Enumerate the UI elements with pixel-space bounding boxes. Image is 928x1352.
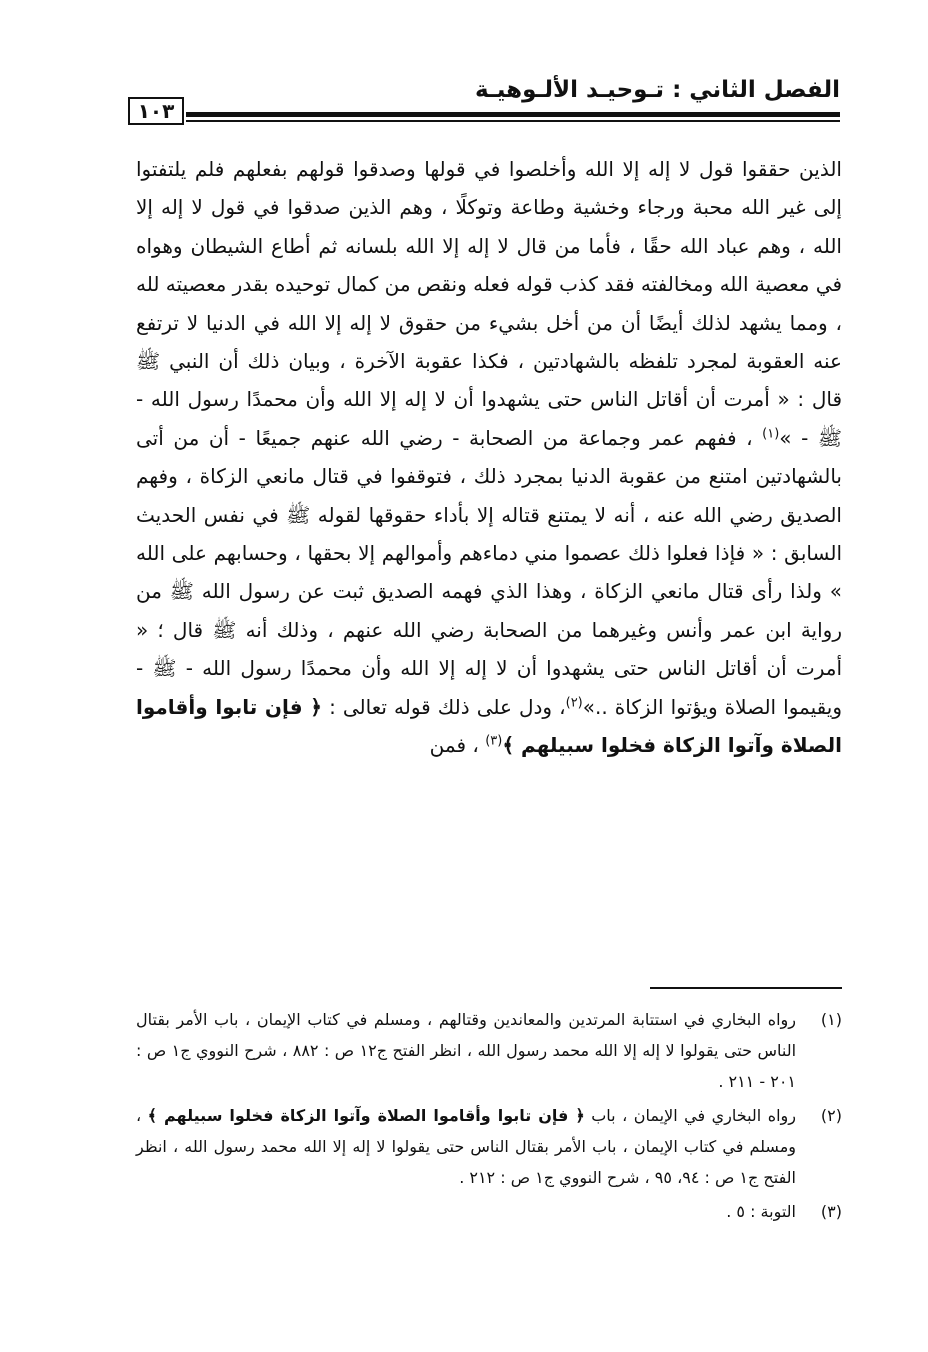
footnote-text-part: رواه البخاري في الإيمان ، باب xyxy=(584,1106,796,1125)
footnote-text: التوبة : ٥ . xyxy=(726,1202,796,1221)
footnote-number: (٢) xyxy=(820,1106,842,1125)
body-text xyxy=(136,150,842,765)
footnote-ref-2: (٢) xyxy=(565,695,583,711)
body-segment: ، فمن xyxy=(429,733,486,758)
footnote-text-part: ، ومسلم في كتاب الإيمان ، باب الأمر بقتال الناس حتى يقولوا لا إله إلا الله محمد رسول الله ، انظر الفتح ج١ ص : ٩٤، ٩٥ ، شرح النووي ج١ ص : ٢١٢ . xyxy=(136,1106,796,1187)
body-paragraph xyxy=(136,150,842,765)
footnote-number: (٣) xyxy=(820,1202,842,1221)
running-header xyxy=(120,72,840,108)
quran-verse: ﴿ فإن تابوا وأقاموا الصلاة وآتوا الزكاة فخلوا سبيلهم ﴾ xyxy=(136,694,842,758)
footnote-text xyxy=(136,1100,796,1193)
footnote-rule xyxy=(650,987,842,989)
footnote-2 xyxy=(136,1100,842,1193)
footnote-quran-verse: ﴿ فإن تابوا وأقاموا الصلاة وآتوا الزكاة فخلوا سبيلهم ﴾ xyxy=(147,1106,585,1125)
body-segment: الذين حققوا قول لا إله إلا الله وأخلصوا في قولها وصدقوا قولهم بفعلهم فلم يلتفتوا إلى غير الله محبة ورجاء وخشية وطاعة وتوكلًا ، وهم الذين صدقوا في قول لا إله إلا الله ، وهم عباد الله حقًا ، فأما من قال لا إله إلا الله بلسانه ثم أطاع الشيطان وهواه في معصية الله ومخالفته فقد كذب قوله فعله ونقص من كمال توحيده بقدر معصيته لله ، ومما يشهد لذلك أيضًا أن من أخل بشيء من حقوق لا إله إلا الله في الدنيا لا ترتفع عنه العقوبة لمجرد تلفظه بالشهادتين ، فكذا عقوبة الآخرة ، وبيان ذلك أن النبي ﷺ قال : « أمرت أن أقاتل الناس حتى يشهدوا أن لا إله إلا الله وأن محمدًا رسول الله - ﷺ - » xyxy=(136,157,843,450)
footnote-ref-1: (١) xyxy=(762,426,780,442)
header-rule xyxy=(186,112,840,117)
body-segment: ، ففهم عمر وجماعة من الصحابة - رضي الله عنهم جميعًا - أن من أتى بالشهادتين امتنع من عقوبة الدنيا بمجرد ذلك ، فتوقفوا في قتال مانعي الزكاة ، وفهم الصديق رضي الله عنه ، أنه لا يمتنع قتاله إلا بأداء حقوقها لقوله ﷺ في نفس الحديث السابق : « فإذا فعلوا ذلك عصموا مني دماءهم وأموالهم إلا بحقها ، وحسابهم على الله » ولذا رأى قتال مانعي الزكاة ، وهذا الذي فهمه الصديق ثبت عن رسول الله ﷺ من رواية ابن عمر وأنس وغيرهما من الصحابة رضي الله عنهم ، وذلك أنه ﷺ قال ؛ « أمرت أن أقاتل الناس حتى يشهدوا أن لا إله إلا الله وأن محمدًا رسول الله - ﷺ - ويقيموا الصلاة ويؤتوا الزكاة ..» xyxy=(136,425,842,719)
footnote-1 xyxy=(136,1004,842,1097)
footnotes xyxy=(136,1004,842,1230)
footnote-ref-3: (٣) xyxy=(485,733,503,749)
chapter-title: الفصل الثاني : تـوحيـد الألـوهيـة xyxy=(474,77,840,103)
header-rule-thin xyxy=(186,120,840,122)
body-segment: ، ودل على ذلك قوله تعالى : xyxy=(322,694,566,719)
footnote-text: رواه البخاري في استتابة المرتدين والمعاندين وقتالهم ، ومسلم في كتاب الإيمان ، باب الأمر بقتال الناس حتى يقولوا لا إله إلا الله محمد رسول الله ، انظر الفتح ج١٢ ص : ٨٨٢ ، شرح النووي ج١ ص : ٢٠١ - ٢١١ . xyxy=(136,1010,797,1091)
page-number: ١٠٣ xyxy=(128,97,184,125)
footnote-3 xyxy=(136,1196,842,1227)
footnote-number: (١) xyxy=(820,1010,842,1029)
